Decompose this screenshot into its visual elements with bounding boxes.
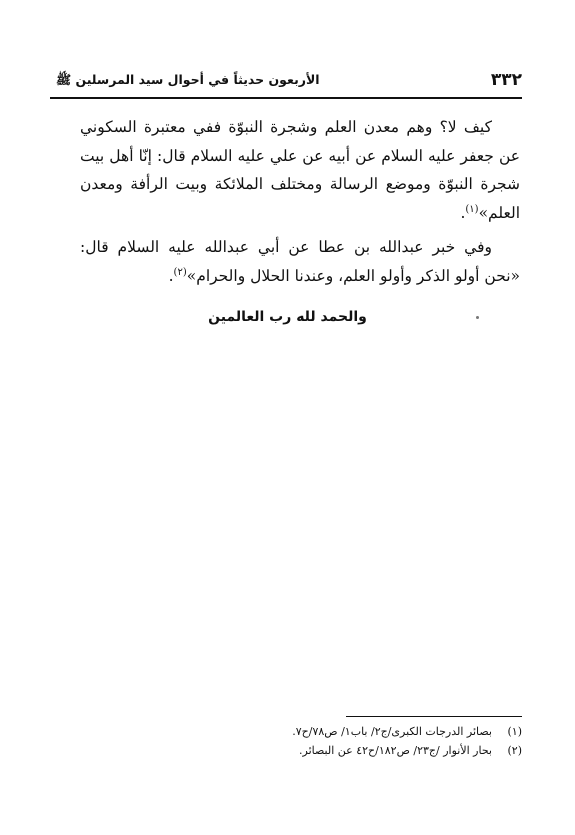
paragraph-1-tail: . [460, 203, 466, 222]
footnote-number: (٢) [507, 744, 522, 757]
footnote-rule [346, 716, 522, 717]
paragraph-1 [80, 113, 520, 227]
footnote-reference-1: (١) [465, 203, 479, 215]
paragraph-2-tail: . [168, 266, 174, 285]
stray-dot [476, 316, 479, 319]
page-number: ٣٣٢ [490, 70, 522, 90]
footnote-2 [80, 741, 522, 760]
running-title: الأربعون حديثاً في أحوال سيد المرسلين ﷺ [56, 72, 320, 87]
footnote-number: (١) [507, 725, 522, 738]
paragraph-2 [80, 233, 520, 290]
footnote-reference-2: (٢) [173, 266, 187, 278]
footnote-1 [80, 722, 522, 741]
paragraph-2-text: وفي خبر عبدالله بن عطا عن أبي عبدالله عليه السلام قال: «نحن أولو الذكر وأولو العلم، وعندنا الحلال والحرام» [80, 238, 520, 285]
paragraph-1-text: كيف لا؟ وهم معدن العلم وشجرة النبوّة ففي معتبرة السكوني عن جعفر عليه السلام عن أبيه عن علي عليه السلام قال: إنّا أهل بيت شجرة النبوّة وموضع الرسالة ومختلف الملائكة وبيت الرأفة ومعدن العلم» [80, 118, 520, 222]
footnote-text: بصائر الدرجات الكبرى/ج٢/ باب١/ ص٧٨/ح٧. [292, 725, 492, 738]
footnotes [80, 722, 522, 760]
running-header [50, 66, 522, 96]
footnote-text: بحار الأنوار /ج٢٣/ ص١٨٢/ح٤٢ عن البصائر. [299, 744, 492, 757]
closing-line: والحمد لله رب العالمين [208, 309, 367, 325]
main-text [80, 113, 520, 296]
header-rule [50, 97, 522, 99]
